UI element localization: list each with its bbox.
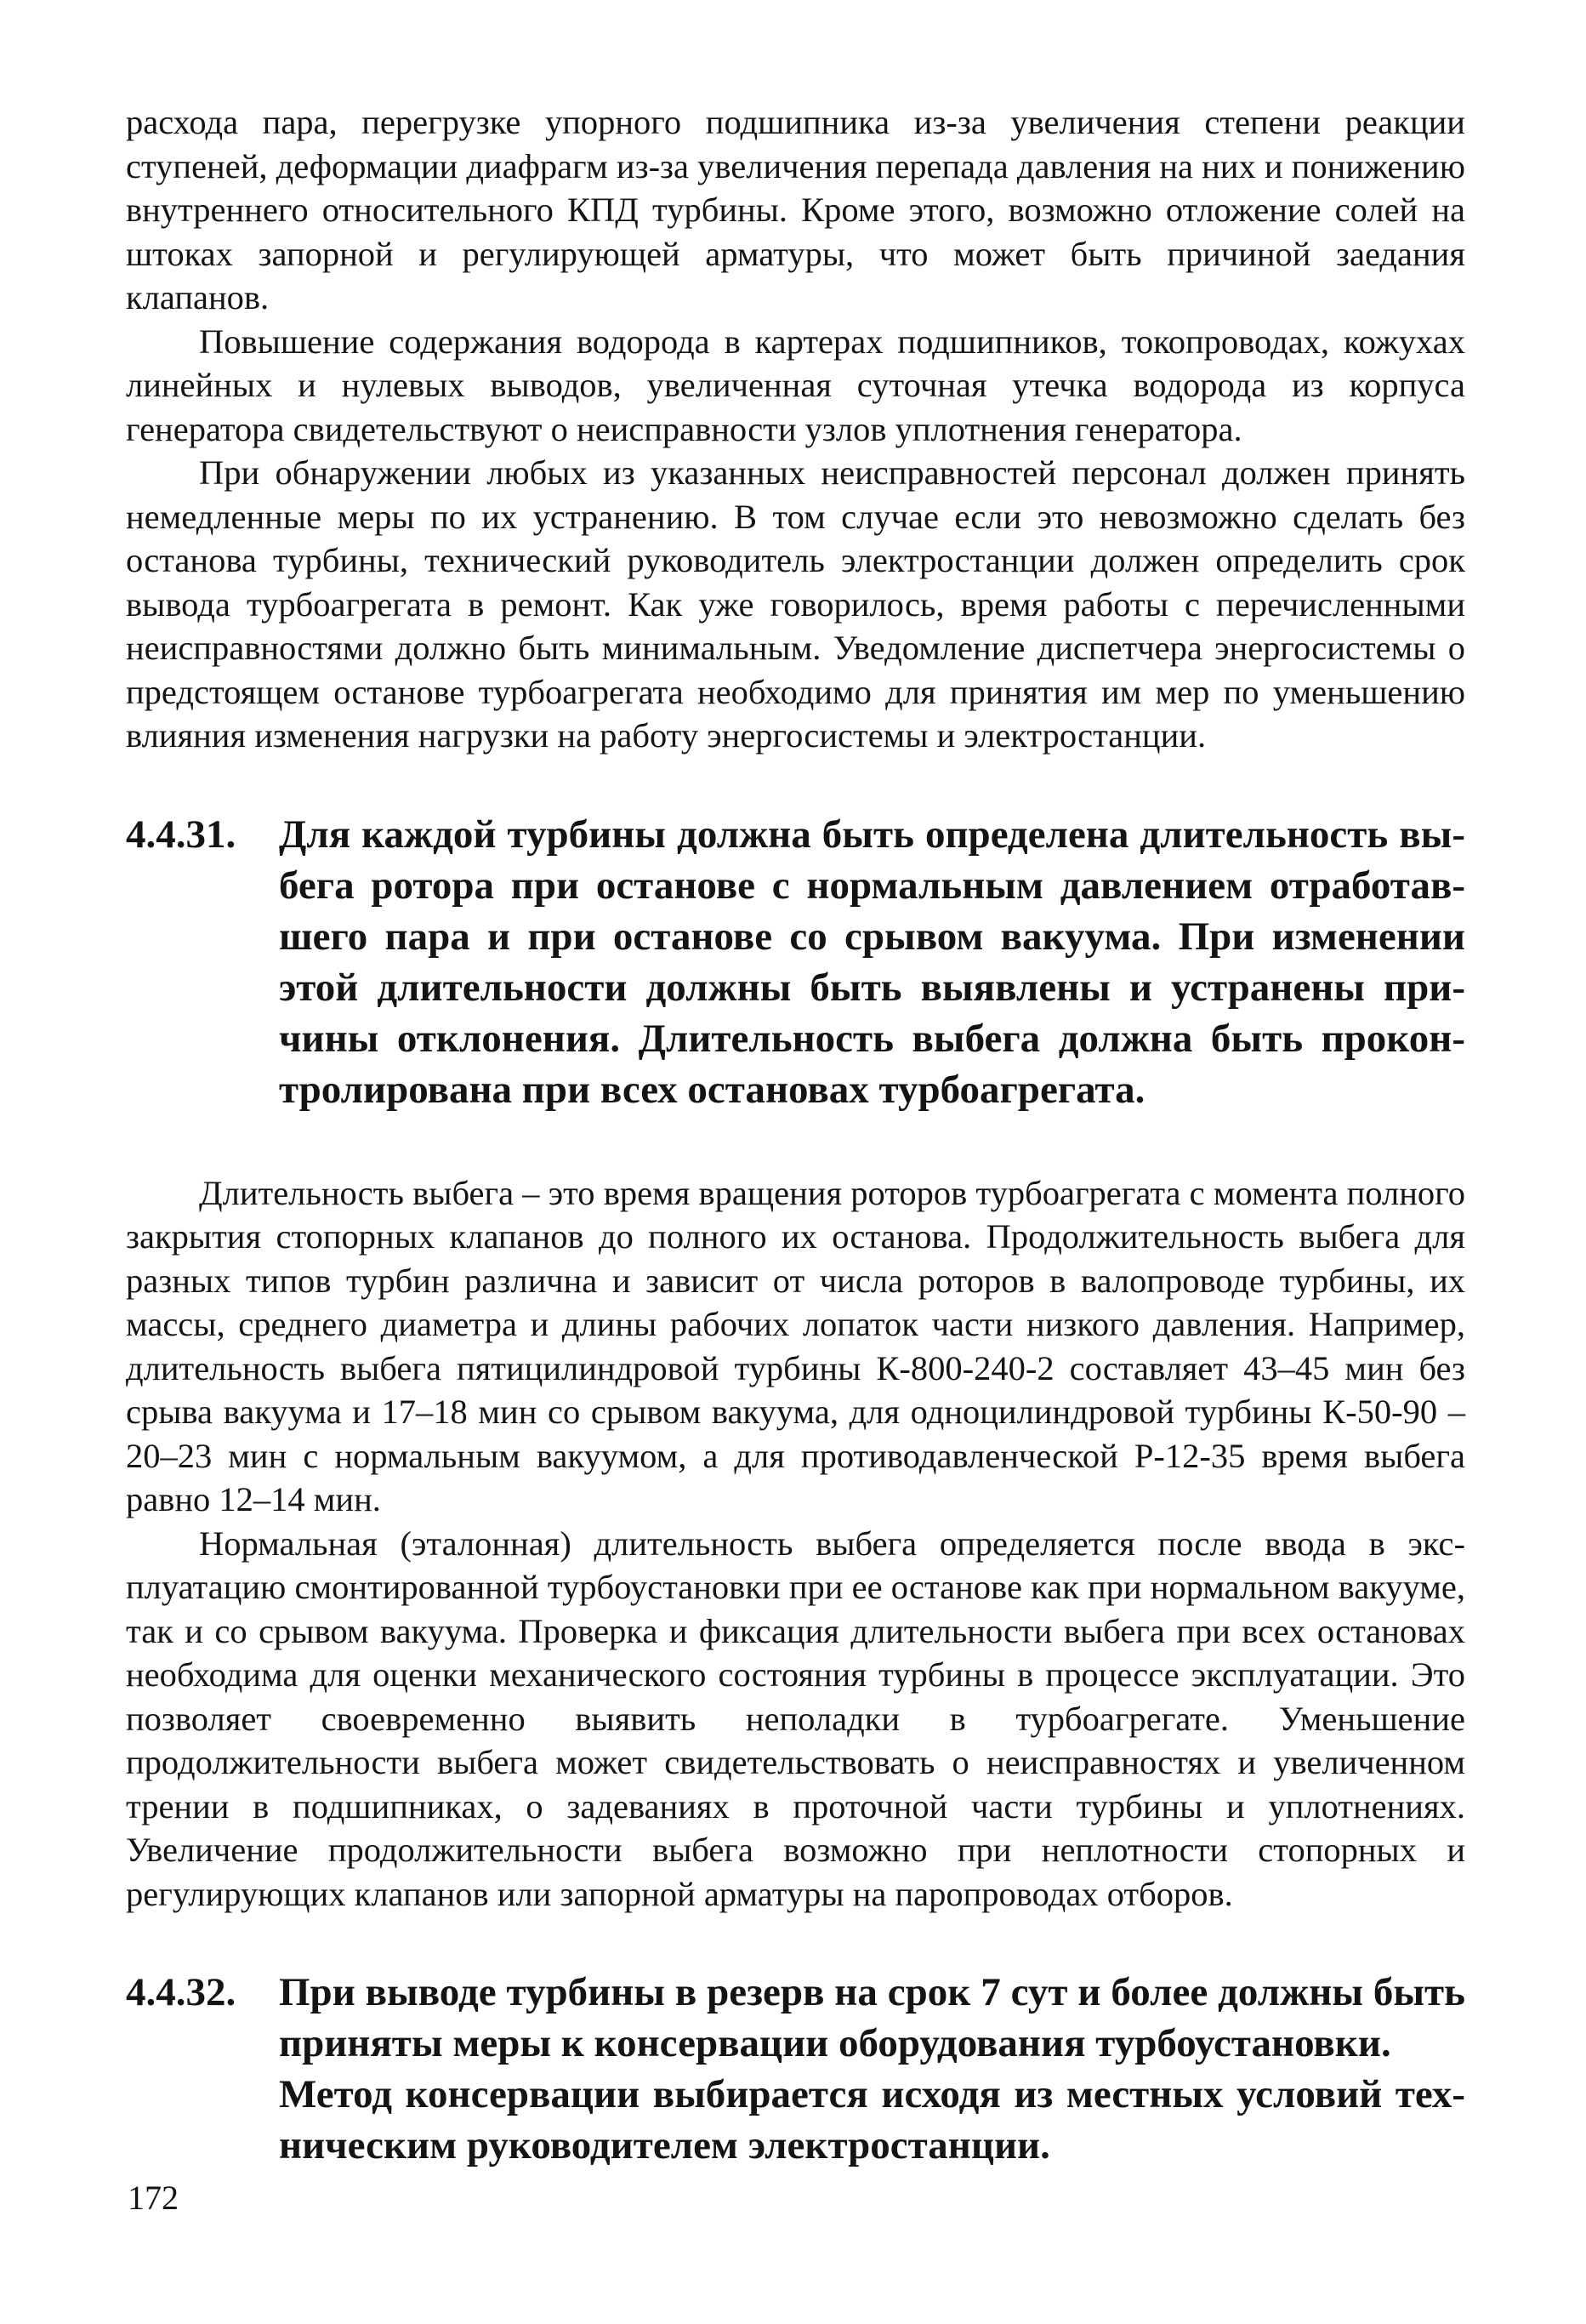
clause-4-4-32 bbox=[126, 1967, 1465, 2171]
clause-text: Метод консервации выбирается исходя из местных условий техническим руководителем электростанции. bbox=[279, 2072, 1465, 2167]
paragraph-rundown-definition: Длительность выбега – это время вращения роторов турбоагрегата с момента полного закрытия стопорных клапанов до полного их останова. Продолжительность выбега для разных типов турбин различна и зависит от числа роторов в валопроводе турбины, их массы, среднего диаметра и длины рабочих лопаток части низкого давления. Например, длительность выбега пятицилиндровой турбины К-800-240-2 составляет 43–45 мин без срыва вакуума и 17–18 мин со срывом вакуума, для одноцилиндровой турбины К-50-90 – 20–23 мин с нормальным вакуумом, а для противодавленческой Р-12-35 время выбега равно 12–14 мин. bbox=[126, 1173, 1465, 1518]
document-page bbox=[126, 100, 1465, 2171]
clause-body bbox=[279, 809, 1465, 1115]
clause-body bbox=[279, 1967, 1465, 2171]
paragraph-malfunctions: При обнаружении любых из указанных неисправностей персонал должен принять немедленные меры по их устранению. В том случае если это невозможно сделать без останова турбины, технический руководитель электростанции должен определить срок вывода турбоагрегата в ремонт. Как уже говорилось, время работы с перечисленными неисправностями должно быть минимальным. Уведомление диспетчера энергосистемы о предстоящем останове турбоагрегата необходимо для принятия им мер по уменьшению влияния изменения нагрузки на работу энергосистемы и электростанции. bbox=[126, 453, 1465, 755]
clause-text: Для каждой турбины должна быть определена длительность выбега ротора при останове с нормальным давлением отработавшего пара и при останове со срывом вакуума. При изменении этой длительности должны быть выявлены и устранены причины отклонения. Длительность выбега должна быть проконтролирована при всех остановах турбоагрегата. bbox=[279, 812, 1465, 1112]
clause-number: 4.4.32. bbox=[126, 1970, 236, 2014]
paragraph-rundown-normal: Нормальная (эталонная) длительность выбега определяется после ввода в эксплуатацию смонтированной турбоустановки при ее останове как при нормальном вакууме, так и со срывом вакуума. Проверка и фиксация длительности выбега при всех остановах необходима для оценки механического состояния турбины в процессе эксплуатации. Это позволяет своевременно выявить неполадки в турбоагрегате. Уменьшение продолжительности выбега может свидетельствовать о неисправностях и увеличенном трении в подшипниках, о задеваниях в проточной части турбины и уплотнениях. Увеличение продолжительности выбега возможно при неплотности стопорных и регулирующих клапанов или запорной арматуры на паропроводах отборов. bbox=[126, 1524, 1465, 1913]
clause-text: При выводе турбины в резерв на срок 7 сут и более должны быть приняты меры к консервации оборудования турбоустановки. bbox=[279, 1970, 1465, 2065]
page-number: 172 bbox=[128, 2179, 179, 2217]
clause-number: 4.4.31. bbox=[126, 812, 236, 857]
paragraph-hydrogen: Повышение содержания водорода в картерах подшипников, токопроводах, кожухах линейных и нулевых выводов, увеличенная суточная утечка водорода из корпуса генератора свидетельствуют о неисправности узлов уплотнения генератора. bbox=[126, 322, 1465, 448]
clause-4-4-31 bbox=[126, 809, 1465, 1115]
paragraph-continuation: расхода пара, перегрузке упорного подшипника из-за увеличения степени реакции ступеней, деформации диафрагм из-за увеличения перепада давления на них и понижению внутреннего относительного КПД турбины. Кроме этого, возможно отложение солей на штоках запорной и регулирующей арматуры, что может быть причиной заедания клапанов. bbox=[126, 103, 1465, 316]
